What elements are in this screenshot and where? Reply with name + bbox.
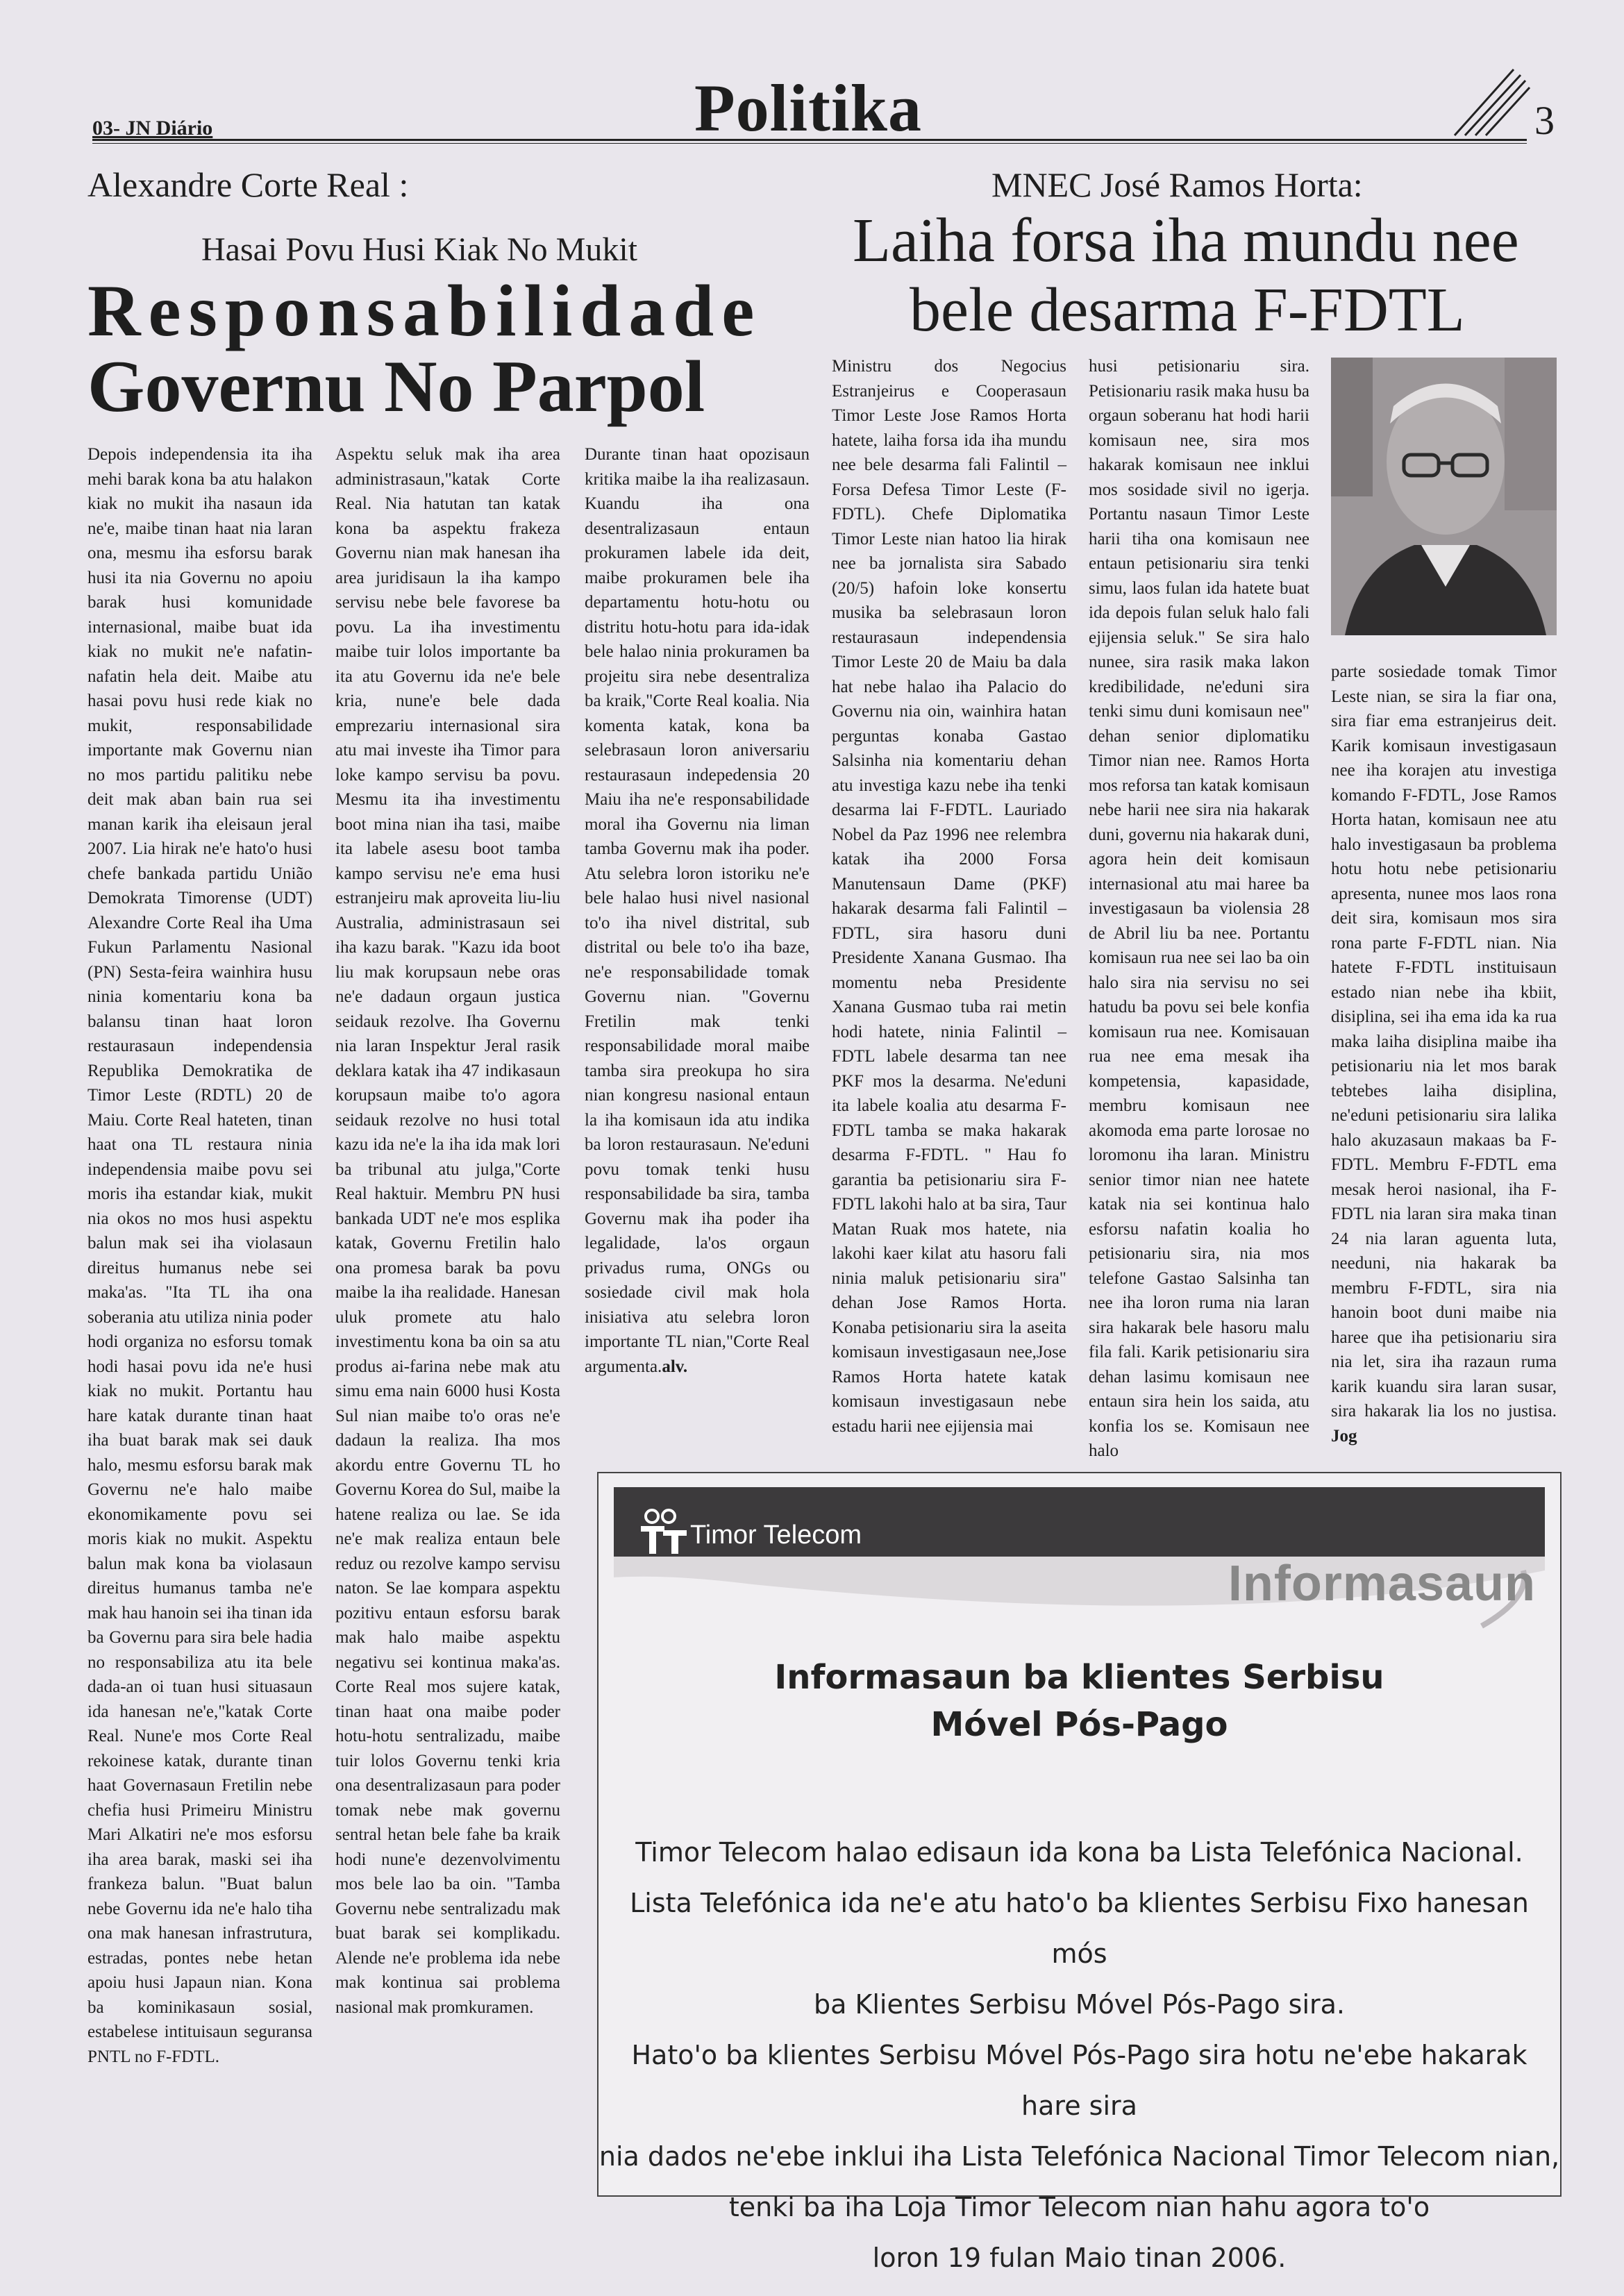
- header-rule: [92, 139, 1527, 141]
- right-article-col1-text: Ministru dos Negocius Estranjeirus e Cooperasaun Timor Leste Jose Ramos Horta hatete, laiha forsa ida iha mundu nee bele desarma fali Falintil – Forsa Defesa Timor Leste (F-FDTL). Chefe Diplomatika Timor Leste nian hatoo lia hirak nee ba jornalista sira Sabado (20/5) hafoin loke konsertu musika ba selebrasaun loron restaurasaun independensia Timor Leste 20 de Maiu ba dala hat nebe halao iha Palacio do Governu nia oin, wainhira hatan perguntas konaba Gastao Salsinha nia komentariu dehan atu investiga kazu nebe iha tenki desarma lai F-FDTL. Lauriado Nobel da Paz 1996 nee relembra katak iha 2000 Forsa Manutensaun Dame (PKF) hakarak desarma fali Falintil – FDTL, sira hasoru duni Presidente Xanana Gusmao. Iha momentu neba Presidente Xanana Gusmao tuba rai metin hodi hatete, ninia Falintil – FDTL labele desarma tan nee PKF mos la desarma. Ne'eduni ita labele koalia atu desarma F-FDTL tamba se maka hakarak desarma F-FDTL. " Hau fo garantia ba petisionariu sira F-FDTL lakohi halo at ba sira, Taur Matan Ruak mos hatete, nia lakohi kaer kilat atu hasoru fali ninia maluk petisionariu sira" dehan Jose Ramos Horta. Konaba petisionariu sira la aseita komisaun investigasaun nee,Jose Ramos Horta hatete katak komisaun investigasaun nebe estadu harii nee ejijensia mai: [832, 357, 1066, 1436]
- ramos-horta-portrait-photo: [1331, 358, 1557, 635]
- left-article-column-3: [585, 442, 810, 1449]
- left-article-headline-line2: Governu No Parpol: [87, 346, 705, 427]
- header-rule-thin: [92, 143, 1527, 144]
- right-article-headline-line2: bele desarma F-FDTL: [910, 276, 1465, 344]
- right-article-column-2: [1089, 354, 1309, 1460]
- right-article-kicker: MNEC José Ramos Horta:: [991, 165, 1363, 204]
- right-article-column-1: [832, 354, 1066, 1444]
- ad-body-line: Hato'o ba klientes Serbisu Móvel Pós-Pago sira hotu ne'ebe hakarak hare sira: [631, 2040, 1527, 2121]
- right-article-column-3: [1331, 660, 1557, 1451]
- left-article-col3-text: Durante tinan haat opozisaun kritika maibe la iha realizasaun. Kuandu iha ona desentralizasaun entaun prokuramen labele ida deit, maibe prokuramen bele iha departamentu hotu-hotu ou distritu hotu-hotu para ida-idak bele halao ninia prokuramen ba projeitu sira nebe desentraliza ba kraik,"Corte Real koalia. Nia komenta katak, kona ba selebrasaun loron aniversariu restaurasaun indepedensia 20 Maiu iha ne'e responsabilidade moral iha Governu nia liman tamba Governu mak iha poder. Atu selebra loron istoriku ne'e bele halao husi nivel nasional to'o iha nivel distrital, sub distrital ou bele to'o iha baze, ne'e responsabilidade tomak Governu nian. "Governu Fretilin mak tenki responsabilidade moral maibe tamba sira preokupa ho sira nian kongresu nasional entaun la iha komisaun ida atu indika ba loron restaurasaun. Ne'eduni povu tomak tenki husu responsabilidade ba sira, tamba Governu mak iha poder iha legalidade, la'os orgaun privadus ruma, ONGs ou sosiedade civil mak hola inisiativa atu selebra loron importante TL nian,"Corte Real argumenta.: [585, 445, 810, 1376]
- ad-body-line: Timor Telecom halao edisaun ida kona ba Lista Telefónica Nacional.: [635, 1837, 1523, 1868]
- ad-body-line: loron 19 fulan Maio tinan 2006.: [872, 2243, 1287, 2273]
- timor-telecom-logo-icon: [638, 1508, 694, 1557]
- left-article-column-2: [335, 442, 560, 2202]
- left-article-col2-text: Aspektu seluk mak iha area administrasaun,"katak Corte Real. Nia hatutan tan katak kona ba aspektu frakeza Governu nian mak hanesan iha area juridisaun la iha kampo servisu nebe bele favorese ba povu. La iha investimentu maibe tuir lolos importante ba ita atu Governu ida ne'e bele kria, nune'e bele dada emprezariu internasional sira atu mai investe iha Timor para loke kampo servisu ba povu. Mesmu ita iha investimentu boot mina nian iha tasi, maibe ita labele asesu boot tamba kampo servisu ne'e ema husi estranjeiru mak aproveita liu-liu Australia, administrasaun sei iha kazu barak. "Kazu ida boot liu mak korupsaun nebe oras ne'e dadaun orgaun justica seidauk rezolve. Iha Governu nia laran Inspektur Jeral rasik deklara katak iha 47 indikasaun korupsaun maibe to'o agora seidauk rezolve no husi total kazu ida ne'e la iha ida mak lori ba tribunal atu julga,"Corte Real haktuir. Membru PN husi bankada UDT ne'e mos esplika katak, Governu Fretilin halo ona promesa barak ba povu maibe la iha realidade. Hanesan uluk promete atu halo investimentu kona ba oin sa atu produs ai-farina nebe mak atu simu ema nain 6000 husi Kosta Sul nian maibe to'o oras ne'e dadaun la realiza. Iha mos akordu entre Governu TL ho Governu Korea do Sul, maibe la hatene realiza ou lae. Se ida ne'e mak realiza entaun bele reduz ou rezolve kampo servisu naton. Se lae kompara aspektu pozitivu entaun esforsu barak mak halo maibe aspektu negativu sei kontinua maka'as. Corte Real mos sujere katak, tinan haat ona maibe poder hotu-hotu sentralizadu, maibe tuir lolos Governu tenki kria ona desentralizasaun para poder tomak nebe mak governu sentral hetan bele fahe ba kraik hodi nune'e dezenvolvimentu mos bele lao ba oin. "Tamba Governu nebe sentralizadu mak buat barak sei komplikadu. Alende ne'e problema ida nebe mak kontinua sai problema nasional mak promkuramen.: [335, 445, 560, 2017]
- right-article-headline-line1: Laiha forsa iha mundu nee: [853, 206, 1519, 275]
- ad-title-line1: Informasaun ba klientes Serbisu: [774, 1658, 1384, 1697]
- section-title: Politika: [694, 71, 923, 145]
- left-article-column-1: [87, 442, 312, 2202]
- page-number: 3: [1534, 98, 1555, 143]
- ad-title: [598, 1654, 1560, 1748]
- right-article-col3-text: parte sosiedade tomak Timor Leste nian, se sira la fiar ona, sira fiar ema estranjeirus deit. Karik komisaun investigasaun nee iha korajen atu investiga komando F-FDTL, Jose Ramos Horta hatan, komisaun nee atu halo investigasaun ba problema hotu hotu nebe petisionariu apresenta, nunee mos laos rona deit sira, komisaun mos sira rona parte F-FDTL nian. Nia hatete F-FDTL instituisaun estado nian nebe iha kbiit, disiplina, sei iha ema ida ka rua maka laiha disiplina maibe iha petisionariu nia let mos barak tebtebes laiha disiplina, ne'eduni petisionariu sira lalika halo akuzasaun makaas ba F-FDTL. Membru F-FDTL ema mesak heroi nasional, iha F-FDTL nia laran sira maka tinan 24 nia laran aguenta luta, needuni, nia hakarak ba membru F-FDTL, sira nia hanoin boot duni maibe nia haree que iha petisionariu sira nia let, sira iha razaun ruma karik kuandu sira laran susar, sira hakarak lia los no justisa.: [1331, 662, 1557, 1421]
- ad-brand-name: Timor Telecom: [690, 1520, 862, 1550]
- ad-body-line: tenki ba iha Loja Timor Telecom nian hahu agora to'o: [728, 2192, 1430, 2222]
- left-article-byline: alv.: [662, 1357, 688, 1376]
- left-article-headline-line1: Responsabilidade: [87, 270, 762, 351]
- ad-banner-label: Informasaun: [1228, 1556, 1536, 1611]
- timor-telecom-advertisement: [597, 1472, 1562, 2273]
- right-article-byline: Jog: [1331, 1426, 1357, 1446]
- left-article-col1-text: Depois independensia ita iha mehi barak kona ba atu halakon kiak no mukit iha nasaun ida ne'e, maibe tinan haat nia laran ona, mesmu iha esforsu barak husi ita nia Governu no apoiu barak husi komunidade internasional, maibe buat ida kiak no mukit ne'e nafatin-nafatin hela deit. Maibe atu hasai povu husi rede kiak no mukit, responsabilidade importante mak Governu nian no mos partidu palitiku nebe deit mak aban bain rua sei manan karik iha eleisaun jeral 2007. Lia hirak ne'e hato'o husi chefe bankada partidu União Demokrata Timorense (UDT) Alexandre Corte Real iha Uma Fukun Parlamentu Nasional (PN) Sesta-feira wainhira husu ninia komentariu kona ba balansu tinan haat loron restaurasaun independensia Republika Demokratika de Timor Leste (RDTL) 20 de Maiu. Corte Real hateten, tinan haat ona TL restaura ninia independensia maibe povu sei moris iha estandar kiak, mukit nia okos no mos husi aspektu balun mak sei iha violasaun direitus humanus nebe sei maka'as. "Ita TL iha ona soberania atu utiliza ninia poder hodi organiza no esforsu tomak hodi hasai povu ida ne'e husi kiak no mukit. Portantu hau hare katak durante tinan haat iha buat barak mak sei dauk halo, mesmu esforsu barak mak Governu ne'e halo maibe ekonomikamente povu sei moris kiak no mukit. Aspektu balun mak kona ba violasaun direitus humanus tamba ne'e mak hau hanoin sei iha tinan ida ba Governu para sira bele hadia no responsabiliza atu ita bele dada-an oi tuan husi situasaun ida hanesan ne'e,"katak Corte Real. Nune'e mos Corte Real rekoinese katak, durante tinan haat Governasaun Fretilin nebe chefia husi Primeiru Ministru Mari Alkatiri ne'e mos esforsu iha area barak, maski sei iha frankeza balun. "Buat balun nebe Governu ida ne'e halo tiha ona mak hanesan infrastrutura, estradas, pontes nebe hetan apoiu husi Japaun nian. Kona ba kominikasaun sosial, estabelese intituisaun seguransa PNTL no F-FDTL.: [87, 445, 312, 2066]
- page-label: 03- JN Diário: [92, 117, 213, 140]
- ad-body-line: Lista Telefónica ida ne'e atu hato'o ba klientes Serbisu Fixo hanesan mós: [630, 1888, 1529, 1969]
- ad-body-line: ba Klientes Serbisu Móvel Pós-Pago sira.: [813, 1989, 1346, 2020]
- left-article-kicker: Alexandre Corte Real :: [87, 165, 409, 204]
- right-article-col2-text: husi petisionariu sira. Petisionariu rasik maka husu ba orgaun soberanu hat hodi harii komisaun nee, sira mos hakarak komisaun nee inklui mos sosidade sivil no igerja. Portantu nasaun Timor Leste harii tiha ona komisaun nee entaun petisionariu sira tenki simu, laos fulan ida hatete buat ida depois fulan seluk halo fali ejijensia seluk." Se sira halo nunee, sira rasik maka lakon kredibilidade, ne'eduni sira tenki simu duni komisaun nee" dehan senior diplomatiku Timor nian nee. Ramos Horta mos reforsa tan katak komisaun nebe harii nee sira nia hakarak duni, governu nia hakarak duni, agora hein deit komisaun internasional atu mai haree ba investigasaun ba violensia 28 de Abril liu ba nee. Portantu komisaun rua nee sei lao ba oin halo sira nia servisu no sei hatudu ba povu sei bele konfia komisaun rua nee. Komisauan rua nee ema mesak iha kompetensia, kapasidade, membru komisaun nee akomoda ema parte lorosae no loromonu iha laran. Ministru senior timor nian nee hatete katak nia sei kontinua halo esforsu nafatin koalia ho petisionariu sira, nia mos telefone Gastao Salsinha tan nee iha loron ruma nia laran sira hakarak bele hasoru malu fila fali. Karik petisionariu sira dehan lasimu komisaun nee entaun sira hein los saida, atu konfia los se. Komisaun nee halo: [1089, 357, 1309, 1460]
- ad-title-line2: Móvel Pós-Pago: [930, 1705, 1228, 1744]
- hatch-decoration-icon: [1448, 62, 1531, 139]
- ad-body-line: nia dados ne'ebe inklui iha Lista Telefónica Nacional Timor Telecom nian,: [598, 2141, 1560, 2172]
- left-article-subtitle: Hasai Povu Husi Kiak No Mukit: [201, 231, 637, 268]
- ad-body: [598, 1827, 1560, 2284]
